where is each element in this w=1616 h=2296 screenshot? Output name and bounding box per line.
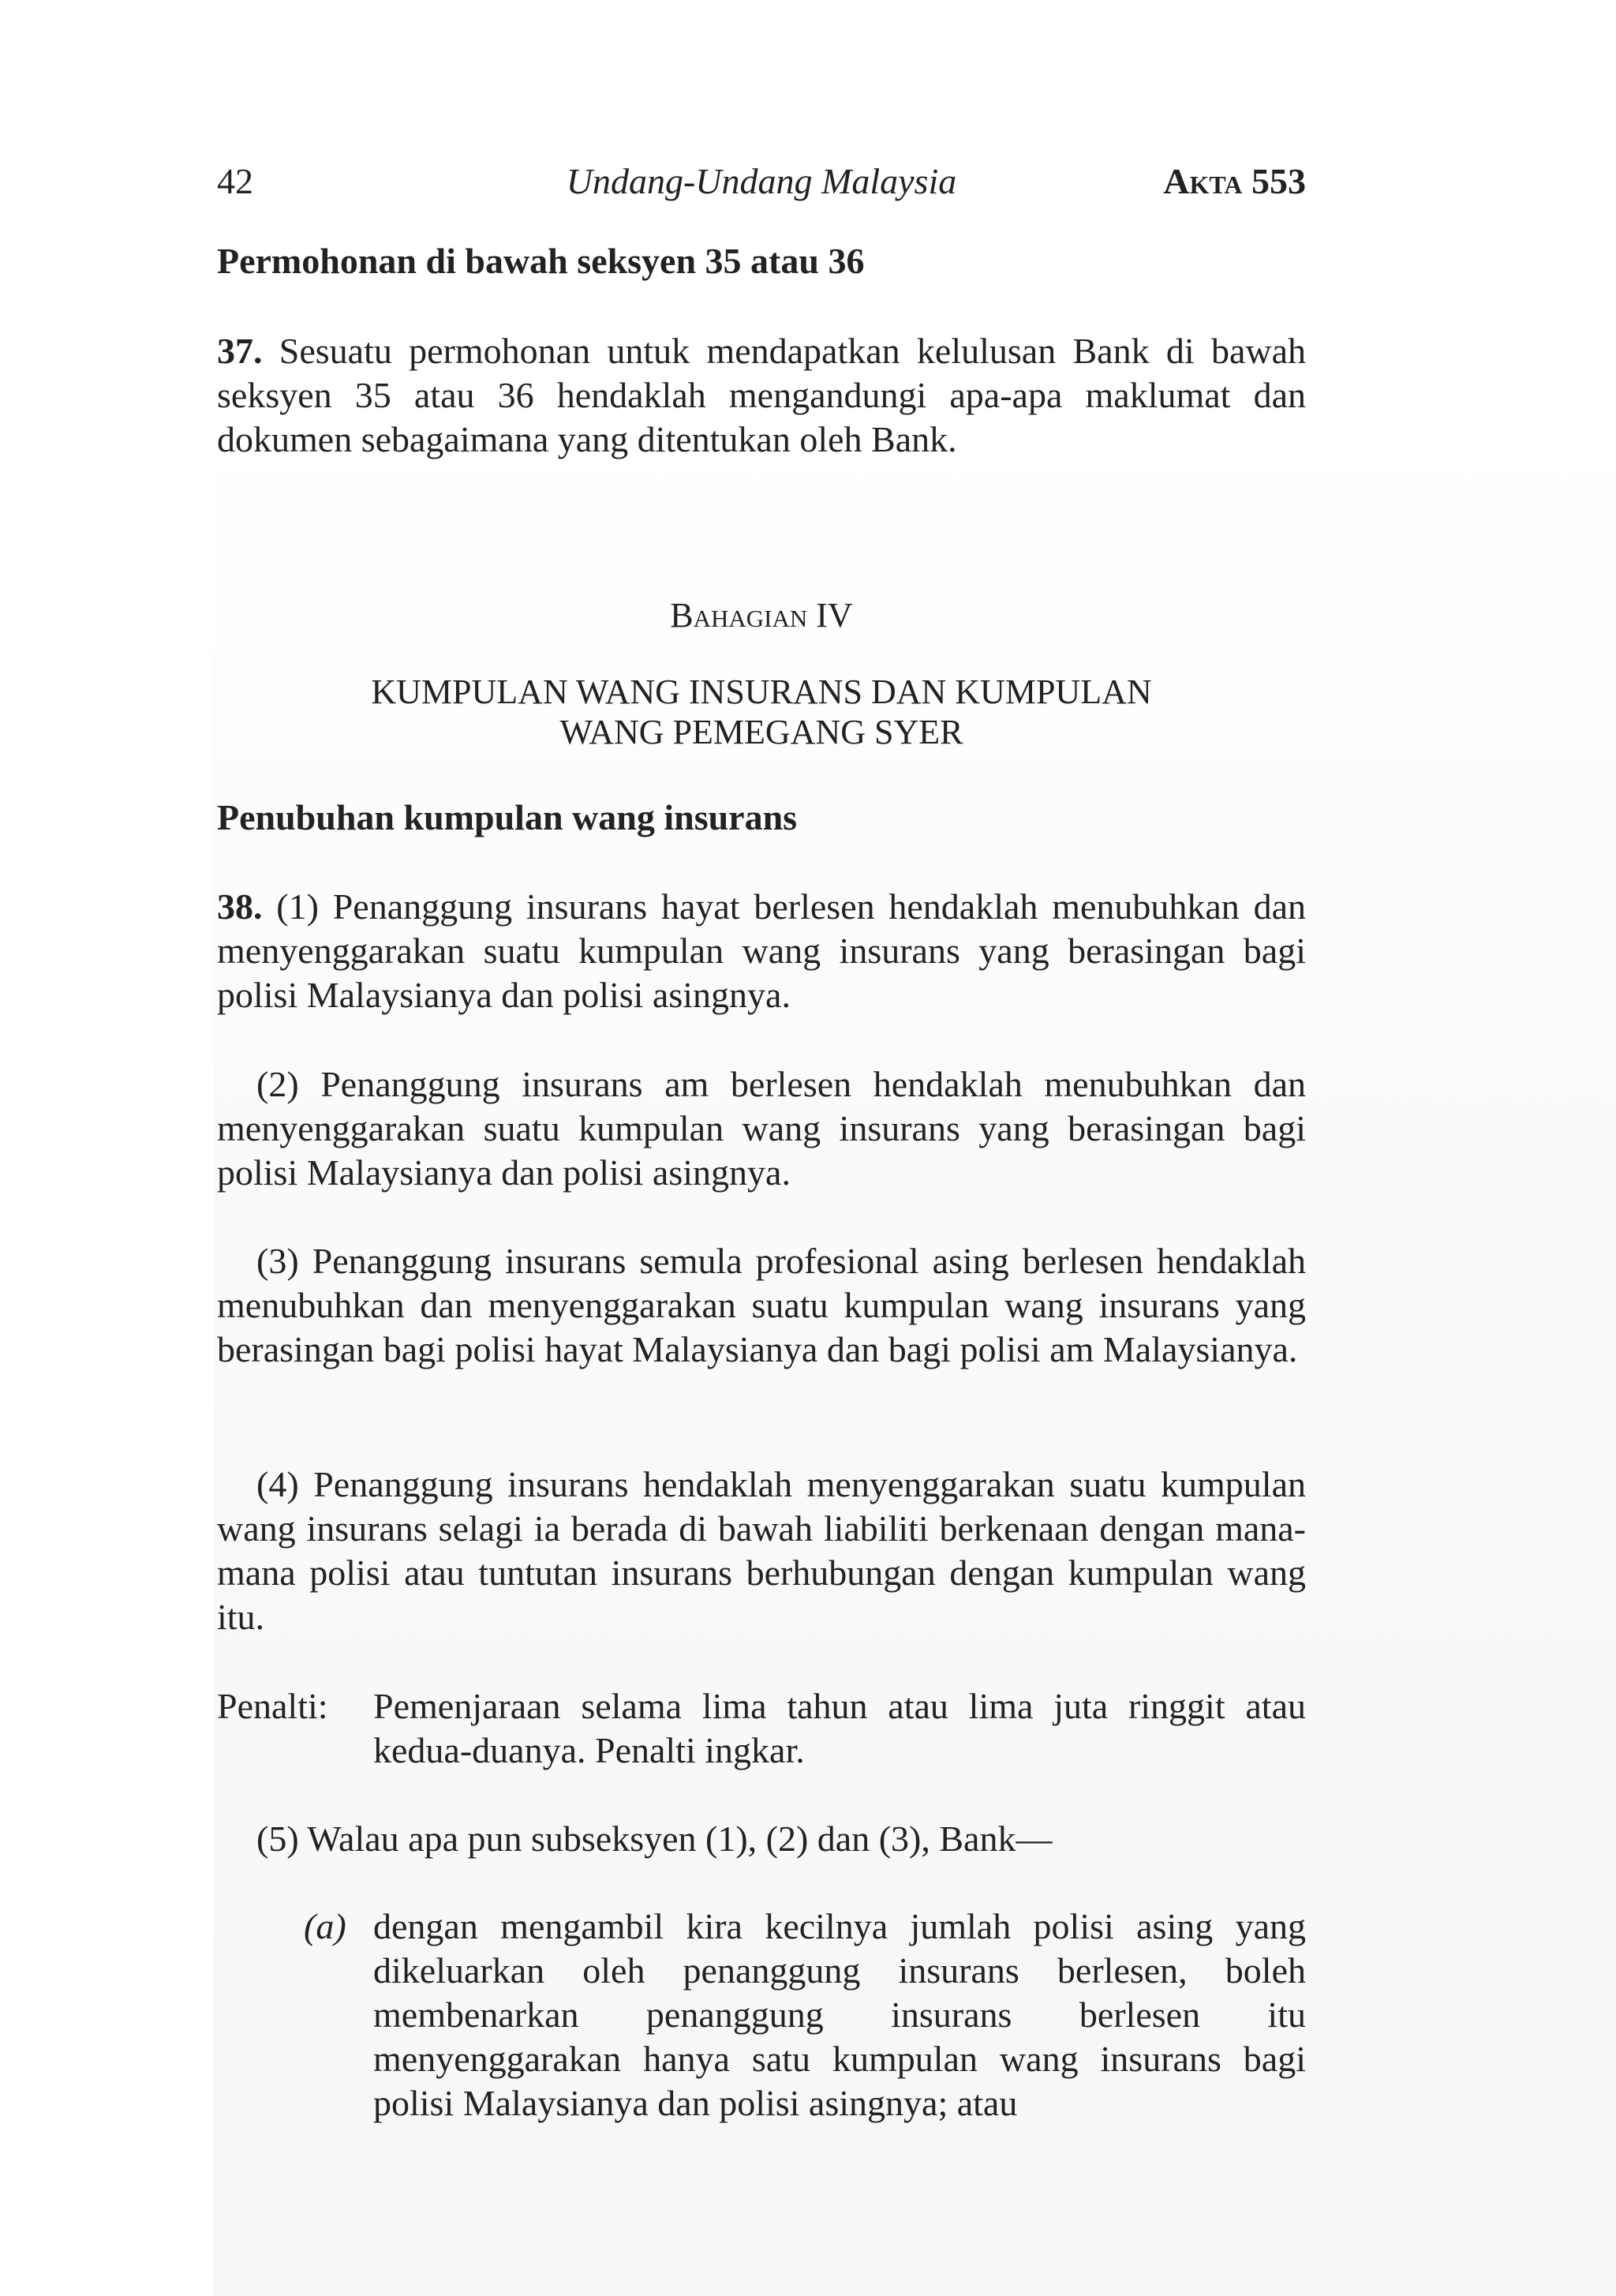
section-38-number: 38. <box>217 886 263 927</box>
section-38-subsection-4: (4) Penanggung insurans hendaklah menyenggarakan suatu kumpulan wang insurans selagi ia berada di bawah liabiliti berkenaan dengan mana-mana polisi atau tuntutan insurans berhubungan dengan kumpulan wang itu. <box>217 1464 1306 1637</box>
penalty-text: Pemenjaraan selama lima tahun atau lima juta ringgit atau kedua-duanya. Penalti ingkar. <box>373 1686 1306 1770</box>
section-38-subsection-2: (2) Penanggung insurans am berlesen hendaklah menubuhkan dan menyenggarakan suatu kumpulan wang insurans yang berasingan bagi polisi Malaysianya dan polisi asingnya. <box>217 1064 1306 1193</box>
penalty-label: Penalti: <box>217 1686 328 1726</box>
section-38-subsection-5: (5) Walau apa pun subseksyen (1), (2) dan (3), Bank— <box>256 1818 1053 1859</box>
paragraph-a-text: dengan mengambil kira kecilnya jumlah polisi asing yang dikeluarkan oleh penanggung insurans berlesen, boleh membenarkan penanggung insurans berlesen itu menyenggarakan hanya satu kumpulan wang insurans bagi polisi Malaysianya dan polisi asingnya; atau <box>373 1906 1306 2123</box>
part-title-line-1: KUMPULAN WANG INSURANS DAN KUMPULAN <box>371 672 1152 711</box>
section-38-heading: Penubuhan kumpulan wang insurans <box>217 797 798 837</box>
paragraph-a <box>217 1905 1306 2126</box>
paragraph-a-label: (a) <box>304 1906 346 1946</box>
page-header <box>217 158 1306 205</box>
section-37-heading: Permohonan di bawah seksyen 35 atau 36 <box>217 241 865 281</box>
section-37-body <box>217 329 1306 462</box>
section-38-subsection-1 <box>217 885 1306 1017</box>
act-reference: Akta 553 <box>1163 161 1306 201</box>
page-number: 42 <box>217 161 253 201</box>
section-37-number: 37. <box>217 331 263 371</box>
subsection-1-text: (1) Penanggung insurans hayat berlesen hendaklah menubuhkan dan menyenggarakan suatu kumpulan wang insurans yang berasingan bagi polisi Malaysianya dan polisi asingnya. <box>217 886 1306 1015</box>
running-title: Undang-Undang Malaysia <box>566 161 957 201</box>
section-38-subsection-3: (3) Penanggung insurans semula profesional asing berlesen hendaklah menubuhkan dan menyenggarakan suatu kumpulan wang insurans yang berasingan bagi polisi hayat Malaysianya dan bagi polisi am Malaysianya. <box>217 1241 1306 1369</box>
penalty-clause <box>217 1684 1306 1773</box>
section-37-text: Sesuatu permohonan untuk mendapatkan kelulusan Bank di bawah seksyen 35 atau 36 hendaklah mengandungi apa-apa maklumat dan dokumen sebagaimana yang ditentukan oleh Bank. <box>217 331 1306 459</box>
part-label: Bahagian IV <box>670 596 853 635</box>
part-title-line-2: WANG PEMEGANG SYER <box>559 713 963 751</box>
